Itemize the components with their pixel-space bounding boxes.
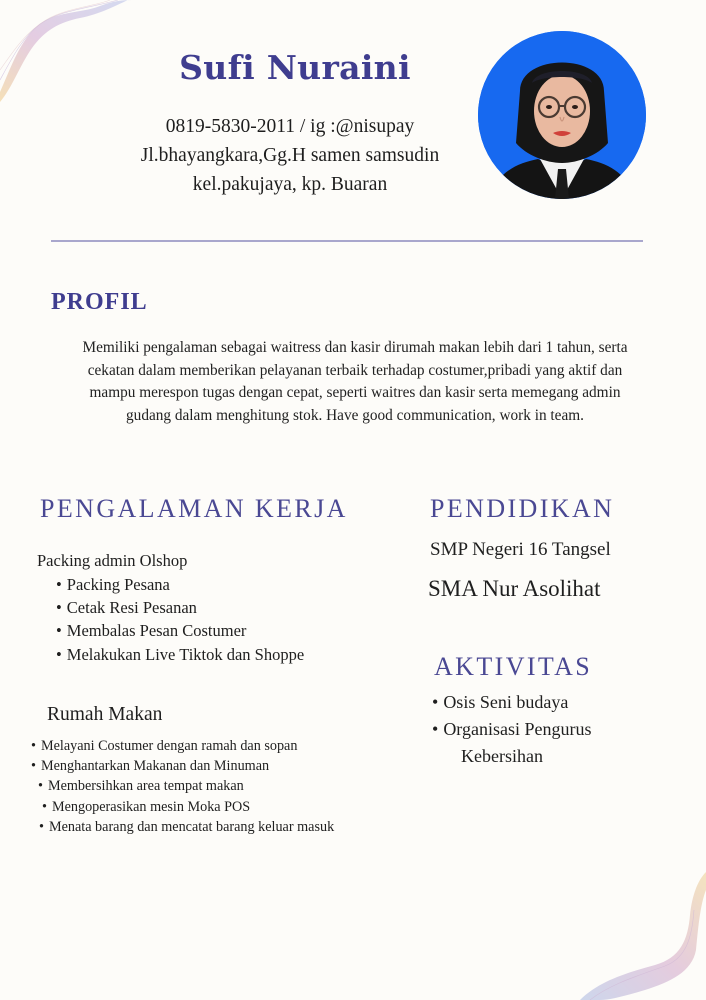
list-item: • Membersihkan area tempat makan [31,776,334,796]
profile-photo [478,31,646,199]
profile-line: gudang dalam menghitung stok. Have good communication, work in team. [126,406,584,424]
education-heading: PENDIDIKAN [430,494,615,523]
list-item-continuation: Kebersihan [461,746,543,766]
candidate-name: Sufi Nuraini [179,48,411,87]
list-item: • Membalas Pesan Costumer [56,619,304,642]
list-item: • Osis Seni budaya [432,689,591,716]
header-divider [51,240,643,242]
list-item: • Menghantarkan Makanan dan Minuman [31,756,334,776]
profile-line: Memiliki pengalaman sebagai waitress dan kasir dirumah makan lebih dari 1 tahun, serta [82,339,628,356]
address-line-1: Jl.bhayangkara,Gg.H samen samsudin [140,145,440,166]
wave-decoration-icon [580,860,706,1000]
profile-line: cekatan dalam memberikan pelayanan terbaik terhadap costumer,pribadi yang aktif dan [87,361,623,379]
phone-instagram: 0819-5830-2011 / ig :@nisupay [165,116,415,137]
list-item: • Menata barang dan mencatat barang keluar masuk [31,817,334,837]
list-item: • Cetak Resi Pesanan [56,596,304,619]
person-portrait-icon [478,31,646,199]
list-item: • Organisasi Pengurus [432,716,591,743]
profile-line: mampu merespon tugas dengan cepat, seperti waitres dan kasir serta memegang admin [89,384,621,401]
job-duties-list [31,736,334,837]
profile-heading: PROFIL [51,289,148,315]
list-item: • Melakukan Live Tiktok dan Shoppe [56,643,304,666]
list-item: • Mengoperasikan mesin Moka POS [31,797,334,817]
list-item: • Packing Pesana [56,573,304,596]
job-title: Packing admin Olshop [37,551,188,570]
activities-list [432,689,591,770]
job-title: Rumah Makan [47,704,163,725]
job-duties-list [56,573,304,666]
wave-decoration-icon [0,0,150,110]
education-item: SMA Nur Asolihat [428,576,601,601]
address-line-2: kel.pakujaya, kp. Buaran [192,174,388,195]
profile-summary [40,337,670,427]
list-item: • Melayani Costumer dengan ramah dan sopan [31,736,334,756]
education-item: SMP Negeri 16 Tangsel [430,539,611,560]
activities-heading: AKTIVITAS [434,652,593,681]
contact-block [70,112,510,199]
experience-heading: PENGALAMAN KERJA [40,494,348,523]
